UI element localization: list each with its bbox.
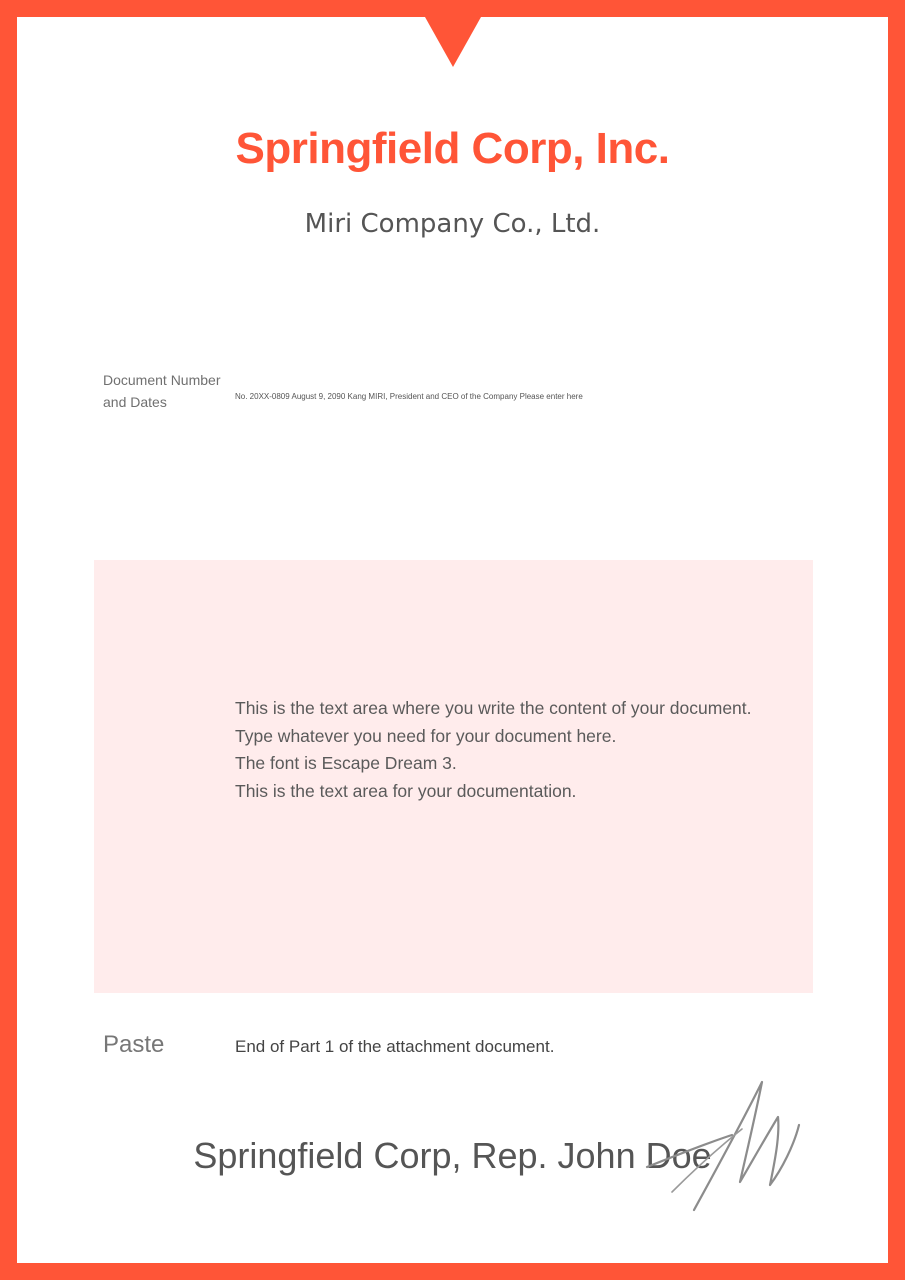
content-line: This is the text area where you write the content of your document. [235,698,752,718]
document-number-label: Document Number and Dates [103,372,221,410]
company-subtitle: Miri Company Co., Ltd. [304,209,601,239]
document-sheet [17,17,888,1263]
content-line: The font is Escape Dream 3. [235,753,457,773]
top-notch-decoration [425,17,481,67]
signer-name: Springfield Corp, Rep. John Doe [193,1135,712,1176]
content-text-block [235,695,805,805]
company-title: Springfield Corp, Inc. [235,124,670,173]
document-content-area [94,560,813,993]
content-line: This is the text area for your documentation. [235,780,577,801]
handwritten-signature [642,1077,802,1217]
attachment-text: End of Part 1 of the attachment document. [235,1037,555,1056]
attachment-label: Paste [103,1031,165,1058]
document-number-value: No. 20XX-0809 August 9, 2090 Kang MIRI, President and CEO of the Company Please enter here [235,392,583,401]
content-line: Type whatever you need for your document here. [235,725,617,746]
